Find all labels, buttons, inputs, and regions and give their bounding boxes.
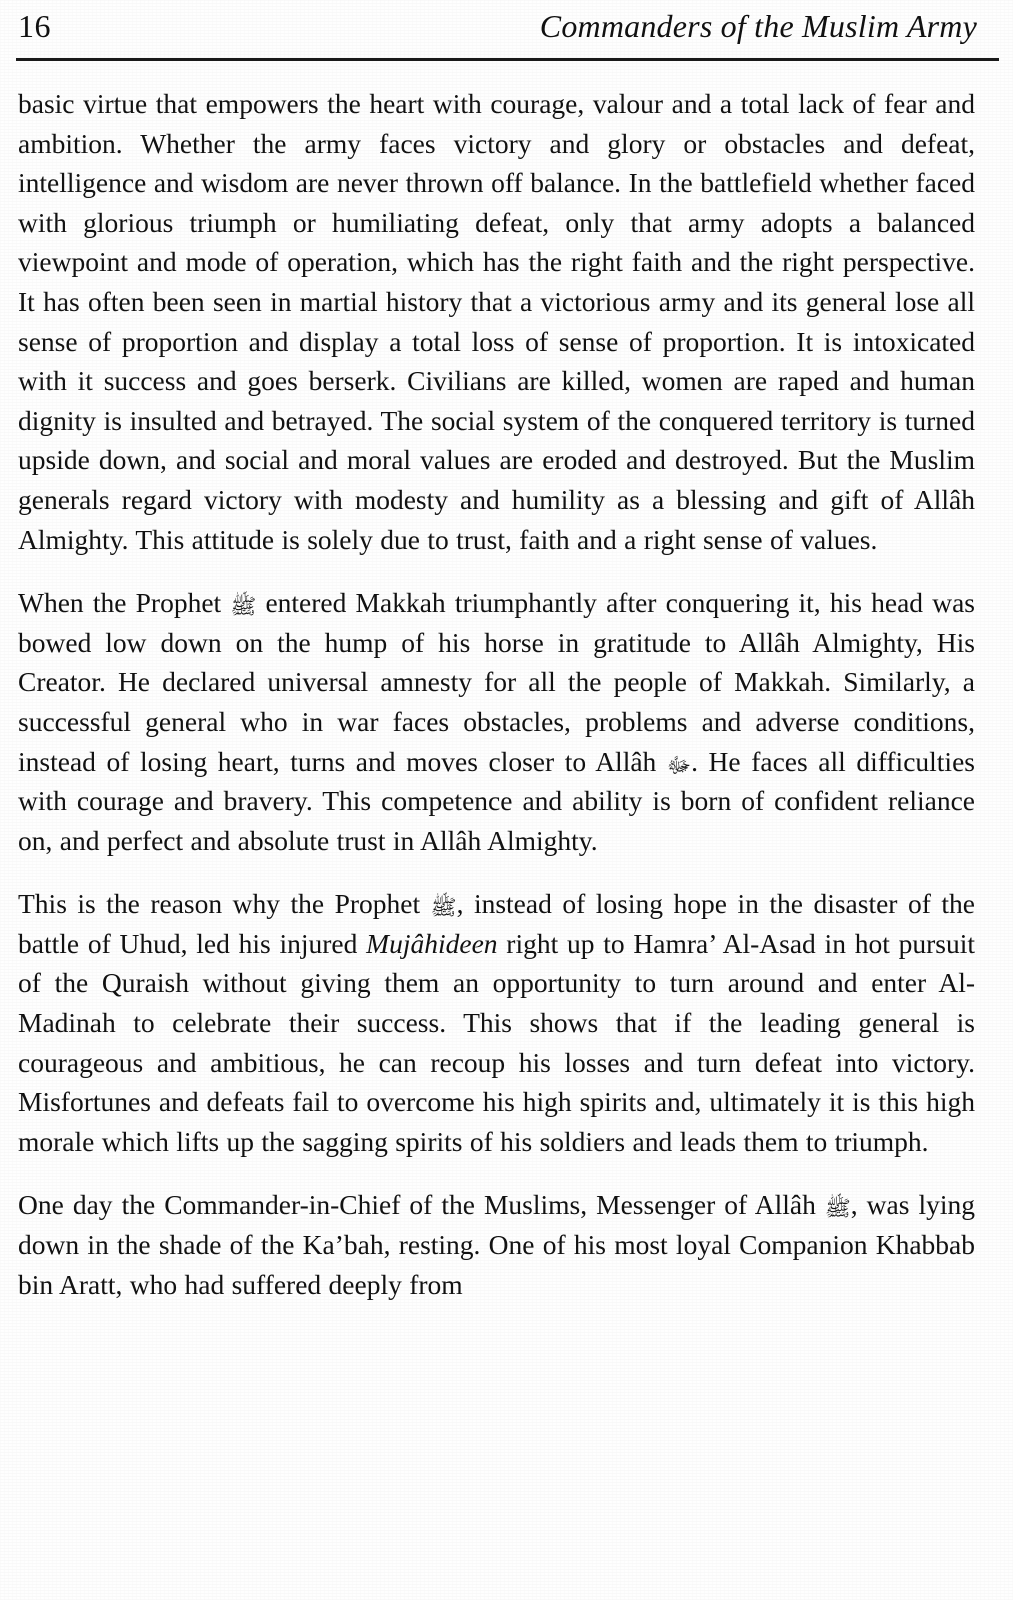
body-text-column [18,84,975,1304]
header-rule [16,58,999,61]
arabic-honorific-icon: ﷺ [430,895,457,921]
arabic-honorific-icon: ﷻ [666,752,692,778]
paragraph-1: basic virtue that empowers the heart with courage, valour and a total lack of fear and ambition. Whether the army faces victory and glory or obstacles and defeat, intelligence and wisdom are never thrown off balance. In the battlefield whether faced with glorious triumph or humiliating defeat, only that army adopts a balanced viewpoint and mode of operation, which has the right faith and the right perspective. It has often been seen in martial history that a victorious army and its general lose all sense of proportion and display a total loss of sense of proportion. It is intoxicated with it success and goes berserk. Civilians are killed, women are raped and human dignity is insulted and betrayed. The social system of the conquered territory is turned upside down, and social and moral values are eroded and destroyed. But the Muslim generals regard victory with modesty and humility as a blessing and gift of Allâh Almighty. This attitude is solely due to trust, faith and a right sense of values. [18,88,975,555]
paragraph-4: One day the Commander-in-Chief of the Muslims, Messenger of Allâh ﷺ, was lying down in the shade of the Ka’bah, resting. One of his most loyal Companion Khabbab bin Aratt, who had suffered deeply from [18,1189,975,1300]
paragraph-2: When the Prophet ﷺ entered Makkah triumphantly after conquering it, his head was bowed low down on the hump of his horse in gratitude to Allâh Almighty, His Creator. He declared universal amnesty for all the people of Makkah. Similarly, a successful general who in war faces obstacles, problems and adverse conditions, instead of losing heart, turns and moves closer to Allâh ﷻ. He faces all difficulties with courage and bravery. This competence and ability is born of confident reliance on, and perfect and absolute trust in Allâh Almighty. [18,587,975,856]
transliterated-term: Mujâhideen [366,927,498,959]
page-number: 16 [18,8,51,44]
paragraph-3: This is the reason why the Prophet ﷺ, instead of losing hope in the disaster of the battle of Uhud, led his injured Mujâhideen right up to Hamra’ Al-Asad in hot pursuit of the Quraish without giving them an opportunity to turn around and enter Al-Madinah to celebrate their success. This shows that if the leading general is courageous and ambitious, he can recoup his losses and turn defeat into victory. Misfortunes and defeats fail to overcome his high spirits and, ultimately it is this high morale which lifts up the sagging spirits of his soldiers and leads them to triumph. [18,888,976,1157]
arabic-honorific-icon: ﷺ [230,594,257,620]
running-title: Commanders of the Muslim Army [539,8,977,44]
running-head [18,6,977,52]
arabic-honorific-icon: ﷺ [824,1196,851,1222]
